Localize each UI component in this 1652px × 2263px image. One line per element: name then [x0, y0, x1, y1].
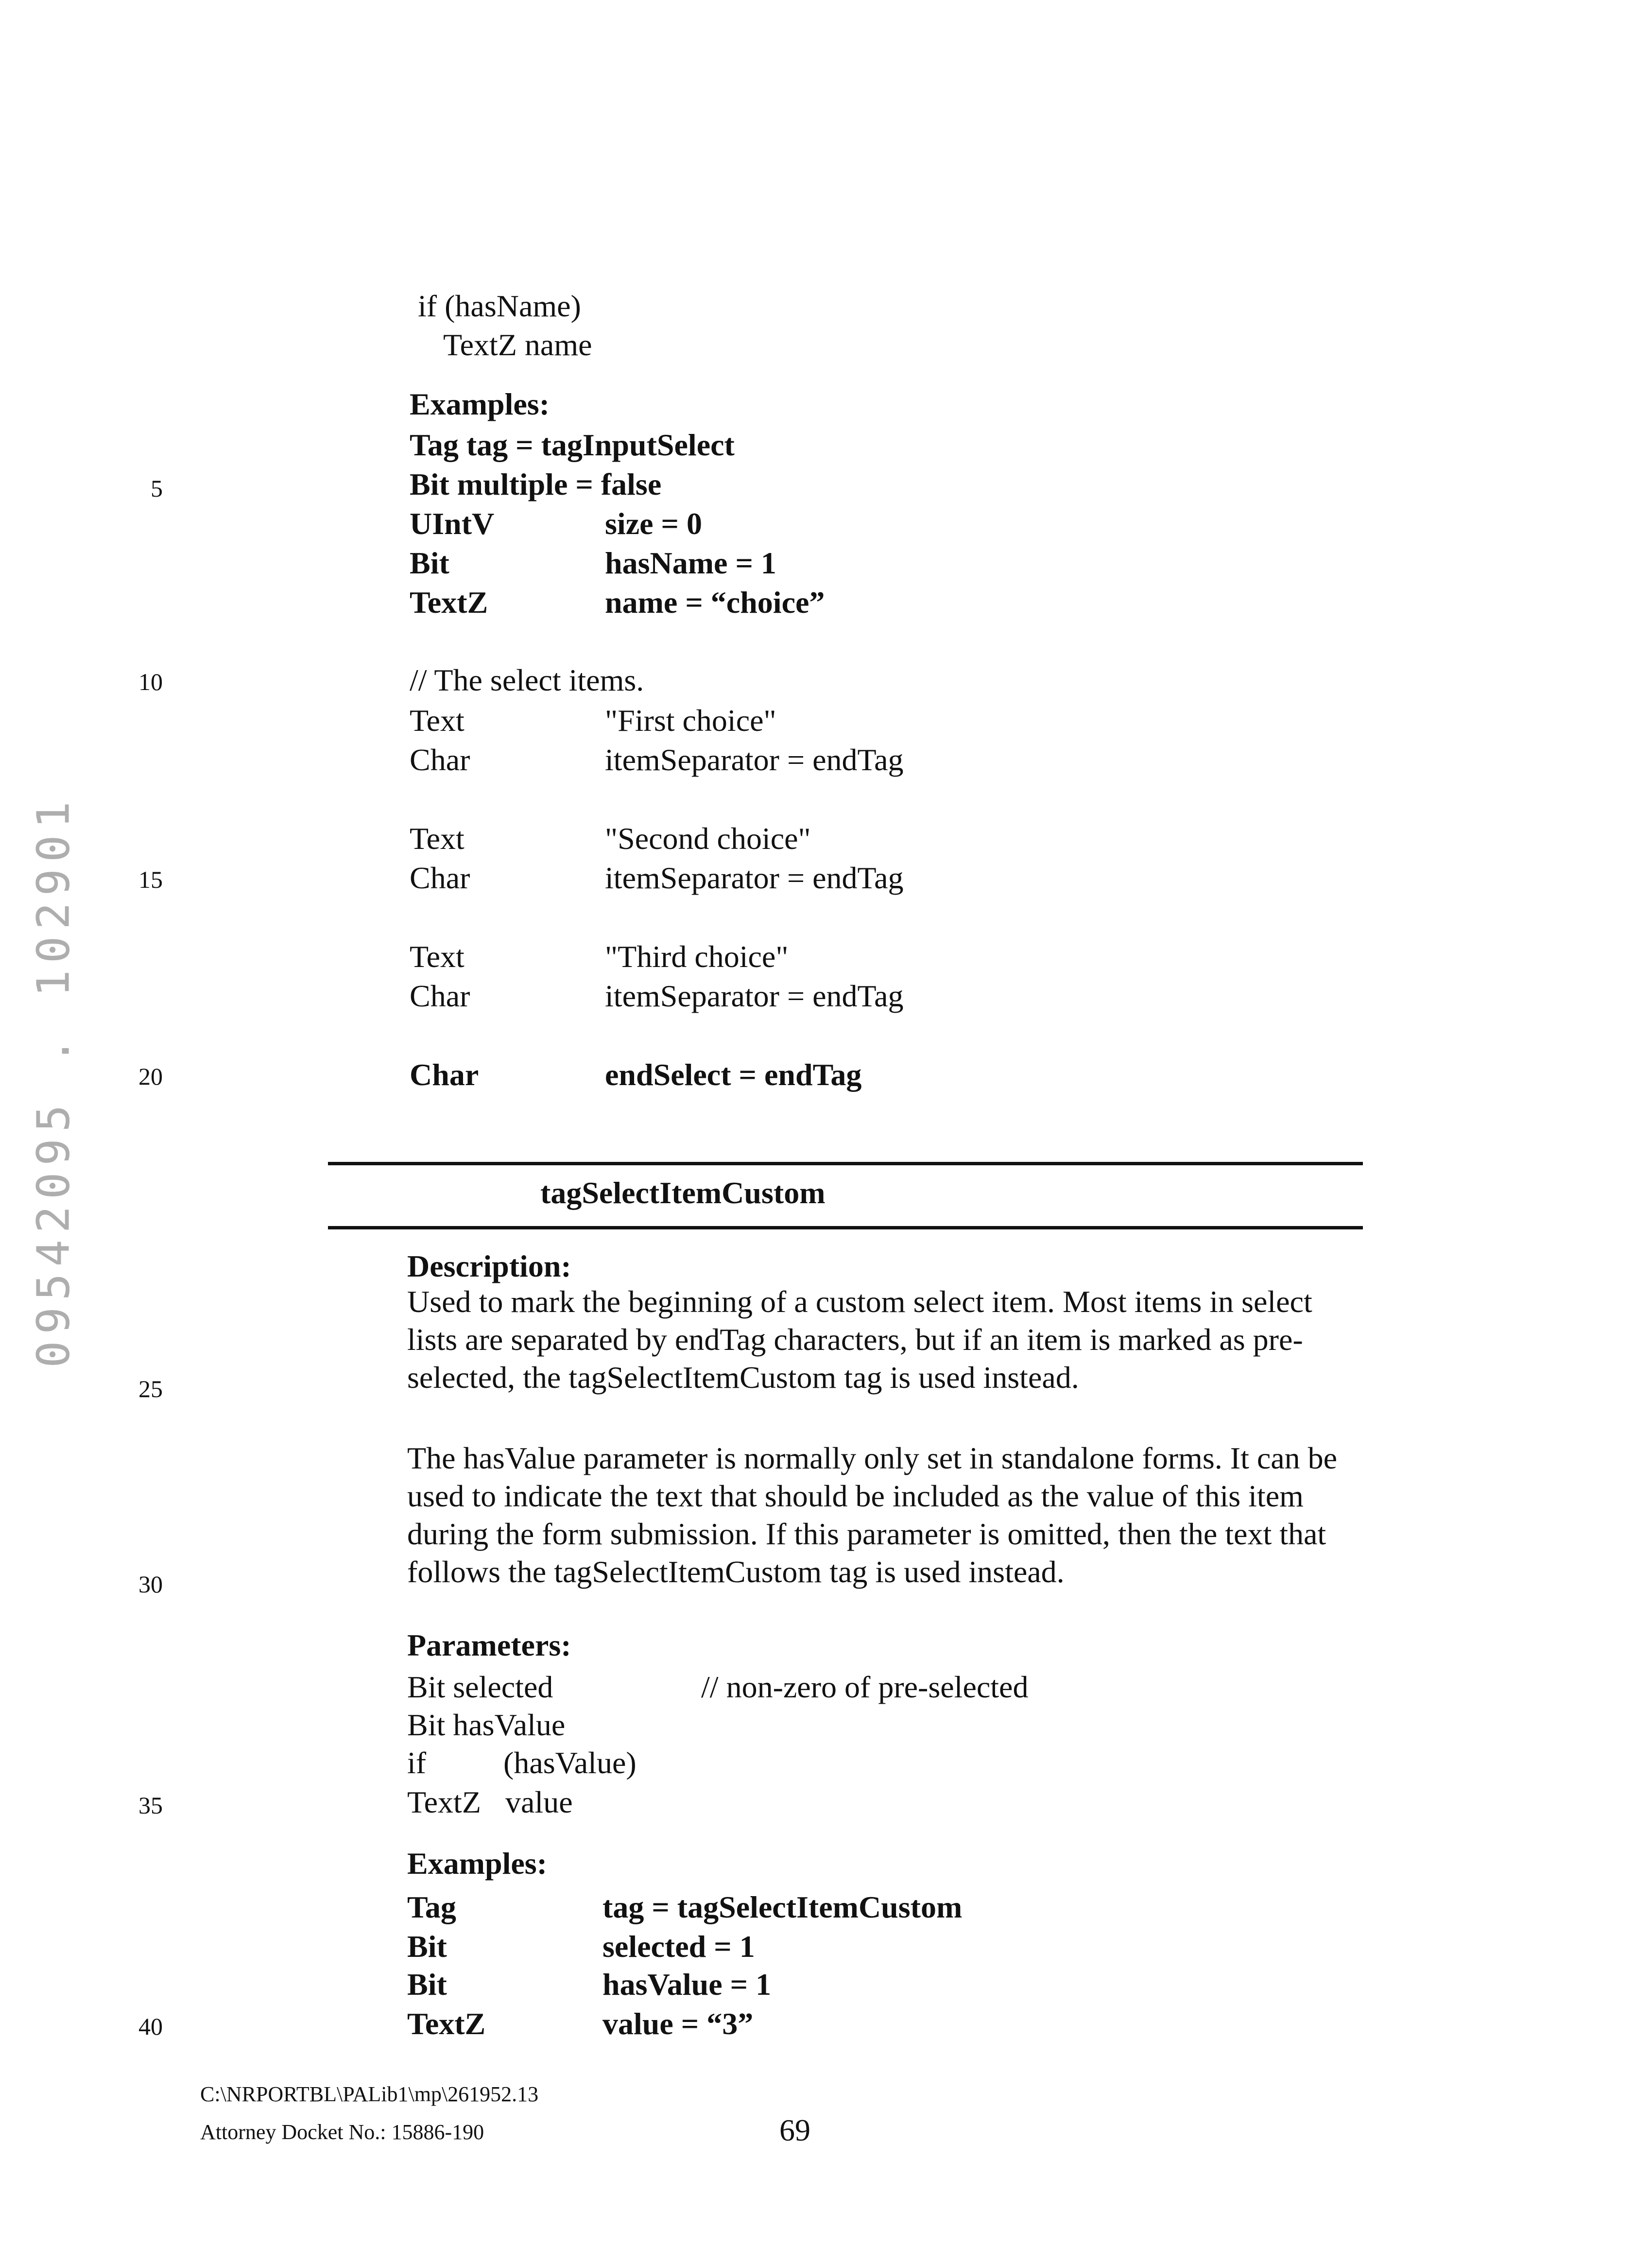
line-number: 30	[138, 1571, 163, 1598]
footer-file-path: C:\NRPORTBL\PALib1\mp\261952.13	[200, 2082, 539, 2106]
items-comment: // The select items.	[410, 663, 644, 697]
line-number: 20	[138, 1063, 163, 1090]
item-value: "First choice"	[605, 703, 776, 738]
description-heading: Description:	[407, 1249, 571, 1283]
end-select-type: Char	[410, 1057, 479, 1092]
section-title: tagSelectItemCustom	[540, 1175, 826, 1210]
example-value: hasValue = 1	[602, 1967, 772, 2002]
param-if-keyword: if	[407, 1745, 427, 1780]
item-type: Text	[410, 821, 465, 856]
item-value: "Third choice"	[605, 939, 789, 974]
description-line: selected, the tagSelectItemCustom tag is used instead.	[407, 1360, 1079, 1395]
line-number: 35	[138, 1792, 163, 1819]
example-type: TextZ	[407, 2006, 486, 2041]
end-select-value: endSelect = endTag	[605, 1057, 862, 1092]
description-line: lists are separated by endTag characters, but if an item is marked as pre-	[407, 1322, 1303, 1357]
hasvalue-line: used to indicate the text that should be included as the value of this item	[407, 1479, 1304, 1513]
item-value: itemSeparator = endTag	[605, 743, 904, 777]
param-value-type: TextZ	[407, 1785, 481, 1819]
hasvalue-line: follows the tagSelectItemCustom tag is used instead.	[407, 1555, 1065, 1589]
example-type: TextZ	[410, 585, 488, 620]
description-line: Used to mark the beginning of a custom select item. Most items in select	[407, 1284, 1312, 1319]
example-type: Bit	[407, 1967, 447, 2002]
example-type: Bit	[407, 1929, 447, 1964]
description-paragraph	[407, 1283, 1398, 1397]
item-type: Text	[410, 939, 465, 974]
example-value: selected = 1	[602, 1929, 755, 1964]
examples-heading: Examples:	[410, 387, 550, 421]
line-number: 10	[138, 668, 163, 695]
line-number: 25	[138, 1375, 163, 1402]
example-value: tag = tagSelectItemCustom	[602, 1890, 963, 1924]
footer-docket: Attorney Docket No.: 15886-190	[200, 2120, 484, 2144]
example-type: Bit	[410, 546, 449, 580]
item-value: itemSeparator = endTag	[605, 979, 904, 1013]
section-rule-bottom	[328, 1226, 1363, 1229]
hasvalue-paragraph	[407, 1439, 1398, 1591]
parameters-heading: Parameters:	[407, 1628, 571, 1662]
line-number: 5	[151, 475, 163, 502]
example-type: UIntV	[410, 506, 495, 541]
side-stamp-text: 09542095 . 102901	[27, 795, 80, 1368]
item-type: Char	[410, 979, 470, 1013]
example-value: value = “3”	[602, 2006, 754, 2041]
item-type: Char	[410, 861, 470, 895]
param-if-condition: (hasValue)	[503, 1745, 637, 1780]
example-value: size = 0	[605, 506, 702, 541]
param-textz-name: TextZ name	[443, 328, 592, 362]
line-number: 40	[138, 2013, 163, 2040]
param-hasvalue: Bit hasValue	[407, 1708, 566, 1742]
item-value: "Second choice"	[605, 821, 811, 856]
example-value: hasName = 1	[605, 546, 776, 580]
hasvalue-line: during the form submission. If this parameter is omitted, then the text that	[407, 1517, 1326, 1551]
example-line: Bit multiple = false	[410, 467, 662, 501]
example-value: name = “choice”	[605, 585, 825, 620]
page-number: 69	[779, 2113, 810, 2147]
section-rule-top	[328, 1162, 1363, 1165]
example-type: Tag	[407, 1890, 456, 1924]
item-value: itemSeparator = endTag	[605, 861, 904, 895]
param-selected: Bit selected	[407, 1670, 553, 1704]
param-selected-comment: // non-zero of pre-selected	[701, 1670, 1029, 1704]
line-number: 15	[138, 866, 163, 893]
param-value-name: value	[505, 1785, 573, 1819]
item-type: Text	[410, 703, 465, 738]
hasvalue-line: The hasValue parameter is normally only set in standalone forms. It can be	[407, 1441, 1338, 1475]
examples-heading-2: Examples:	[407, 1846, 547, 1881]
example-line: Tag tag = tagInputSelect	[410, 428, 735, 462]
side-stamp	[19, 795, 87, 1368]
param-if-hasname: if (hasName)	[418, 289, 581, 323]
item-type: Char	[410, 743, 470, 777]
